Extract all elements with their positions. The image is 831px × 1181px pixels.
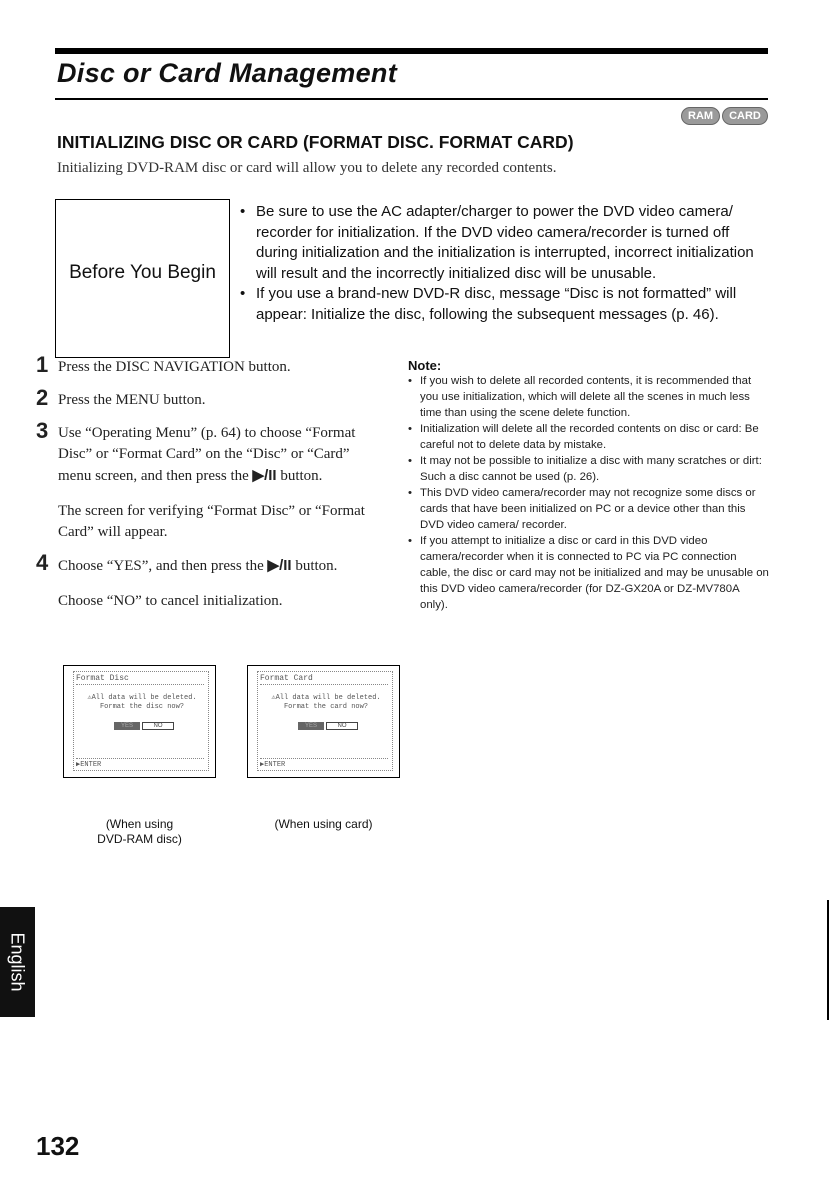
step-number: 1 [36,352,49,377]
step-text: Press the MENU button. [58,392,206,408]
step-subtext: Choose “NO” to cancel initialization. [58,593,283,609]
notes-list [408,373,770,613]
section-heading: INITIALIZING DISC OR CARD (FORMAT DISC. FORMAT CARD) [57,132,574,152]
note-item: • It may not be possible to initialize a disc with many scratches or dirt: Such a disc cannot be used (p. 26). [408,453,770,485]
step-1 [36,352,386,378]
disc-screen-caption: (When using DVD-RAM disc) [97,817,182,846]
byb-item: • Be sure to use the AC adapter/charger to power the DVD video camera/ recorder for initialization. If the DVD video camera/recorder is turned off during initialization and the initialization is interrupted, incorrect initialization will result and the incorrectly initialized disc will be unusable. [240,202,760,284]
page-title: Disc or Card Management [57,58,397,88]
step-number: 2 [36,385,49,410]
no-option: NO [142,722,174,730]
step-text: Press the DISC NAVIGATION button. [58,359,291,375]
step-number: 3 [36,418,49,443]
byb-item: • If you use a brand-new DVD-R disc, message “Disc is not formatted” will appear: Initialize the disc, following the subsequent messages (p. 46). [240,284,760,325]
format-disc-screen [63,665,216,778]
page-edge-mark [827,900,829,1020]
note-item: • If you wish to delete all recorded contents, it is recommended that you use initialization, which will delete all the scenes in much less time than using the scene delete function. [408,373,770,421]
card-screen-caption: (When using card) [274,817,373,831]
step-text: Use “Operating Menu” (p. 64) to choose “Format Disc” or “Format Card” on the “Disc” or “Card” menu screen, and then press the ▶/II button. [58,425,356,484]
note-item: • If you attempt to initialize a disc or card in this DVD video camera/recorder when it is connected to PC via PC connection cable, the disc or card may not be initialized and may be unusable on this DVD video camera/recorder (for DZ-GX20A or DZ-MV780A only). [408,533,770,613]
screen-message: ⚠All data will be deleted. Format the disc now? [87,694,197,711]
card-badge: CARD [722,107,768,125]
note-item: • This DVD video camera/recorder may not recognize some discs or cards that have been initialized on PC or a device other than this DVD video camera/ recorder. [408,485,770,533]
screen-message: ⚠All data will be deleted. Format the card now? [271,694,381,711]
format-card-screen [247,665,400,778]
page-number: 132 [36,1131,80,1161]
step-2 [36,385,386,411]
note-item: • Initialization will delete all the recorded contents on disc or card: Be careful not to delete data by mistake. [408,421,770,453]
screen-title: Format Card [260,674,388,685]
language-tab-label: English [7,932,28,992]
no-option: NO [326,722,358,730]
enter-hint: ▶ENTER [76,758,204,769]
step-text: Choose “YES”, and then press the ▶/II button. [58,557,338,574]
play-pause-icon: ▶/II [267,557,292,574]
ram-badge: RAM [681,107,720,125]
steps-column [36,352,386,624]
enter-hint: ▶ENTER [260,758,388,769]
note-title: Note: [408,358,442,373]
step-number: 4 [36,550,49,575]
step-subtext: The screen for verifying “Format Disc” or “Format Card” will appear. [58,503,365,540]
yes-option: YES [298,722,324,730]
step-3 [36,418,386,543]
step-4 [36,550,386,612]
yes-option: YES [114,722,140,730]
play-pause-icon: ▶/II [252,467,277,484]
before-you-begin-list [240,202,760,325]
section-intro: Initializing DVD-RAM disc or card will allow you to delete any recorded contents. [57,160,557,176]
media-badges [681,107,768,125]
before-you-begin-label: Before You Begin [69,262,216,283]
top-rule [55,48,768,54]
screen-title: Format Disc [76,674,204,685]
title-rule [55,98,768,100]
